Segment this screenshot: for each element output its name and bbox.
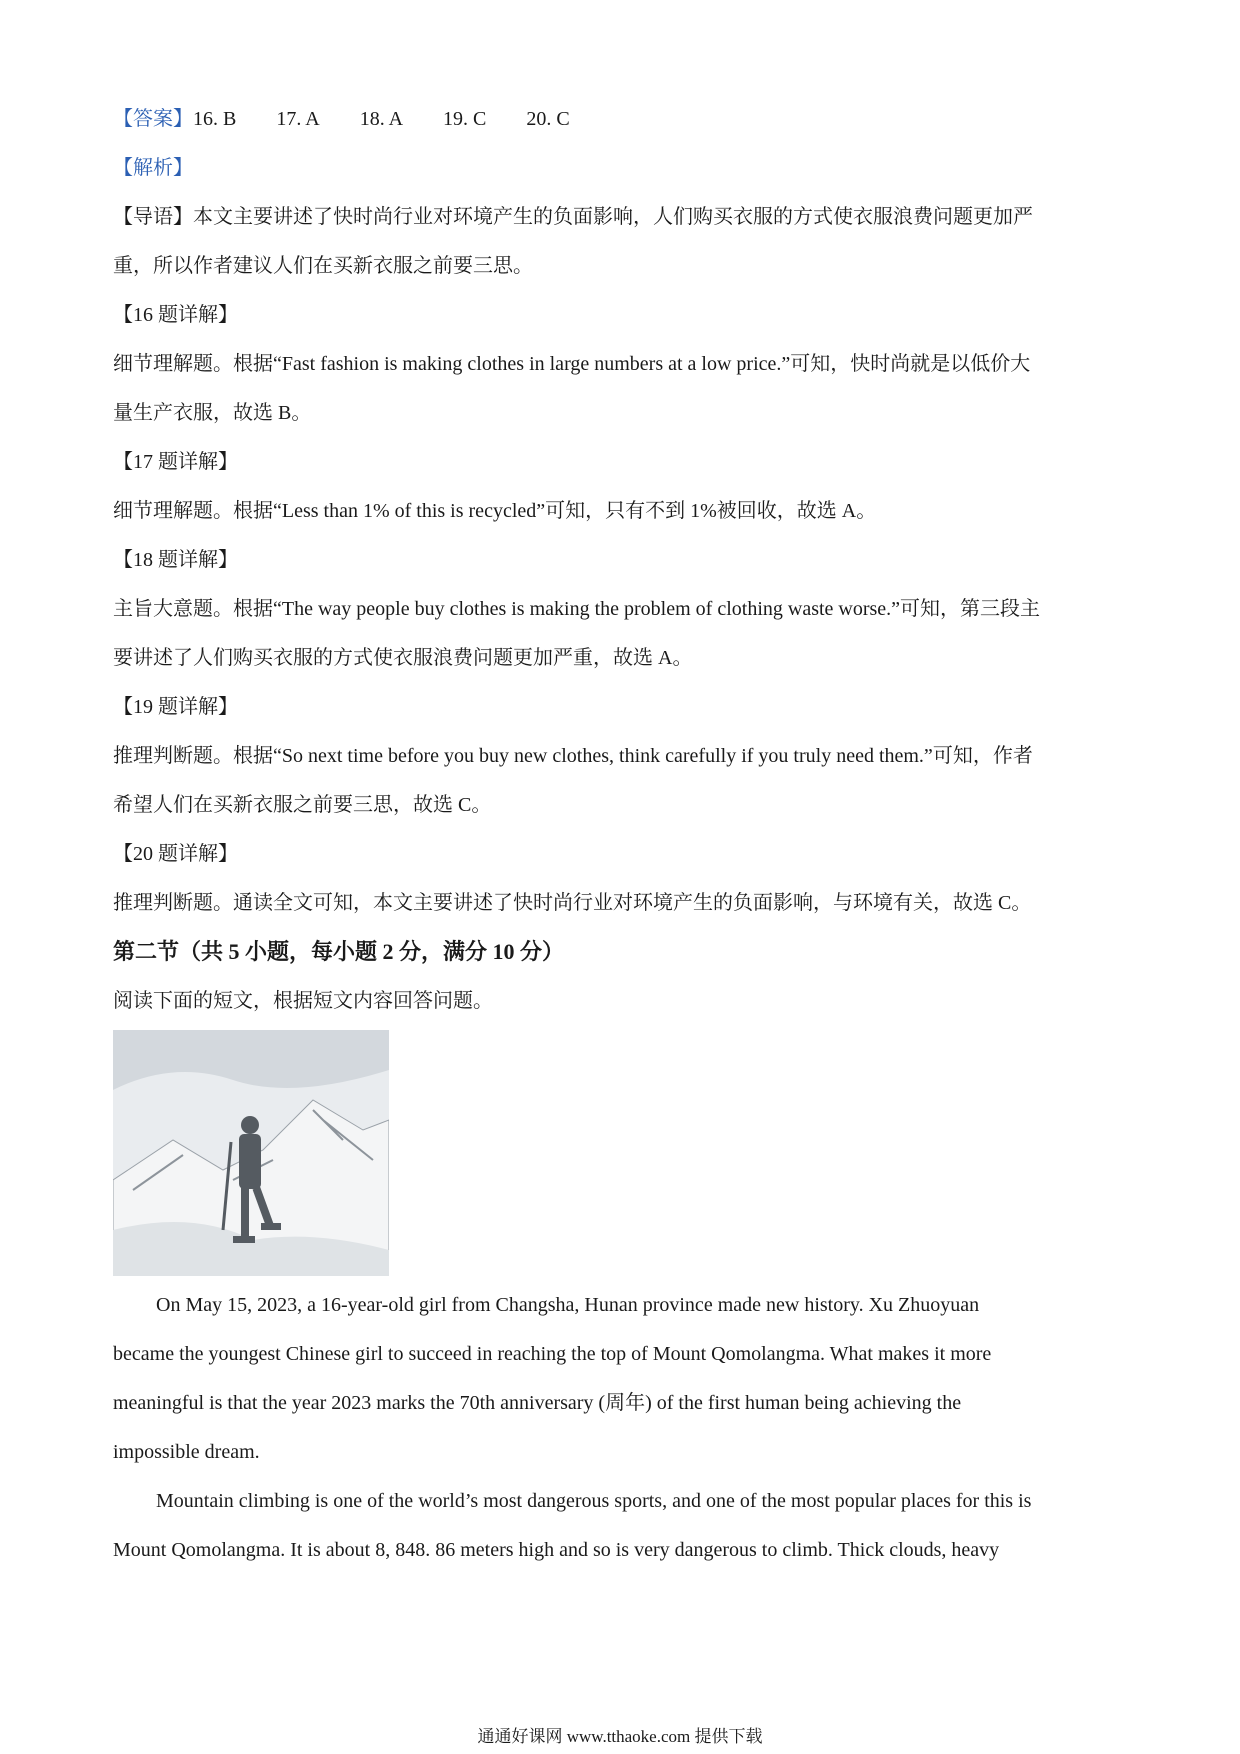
answer-line — [113, 104, 1133, 134]
answer-20: 20. C — [526, 108, 570, 130]
q19-title: 【19 题详解】 — [113, 696, 238, 718]
answer-18: 18. A — [359, 108, 404, 130]
answer-19: 19. C — [443, 108, 487, 130]
q16-line-2: 量生产衣服，故选 B。 — [113, 402, 312, 424]
q16-title: 【16 题详解】 — [113, 304, 238, 326]
mountain-climber-photo — [113, 1030, 389, 1276]
q16-line-1: 细节理解题。根据“Fast fashion is making clothes in large numbers at a low price.”可知，快时尚就是以低价大 — [113, 353, 1031, 375]
passage-p1-line-4: impossible dream. — [113, 1441, 260, 1463]
q19-line-1: 推理判断题。根据“So next time before you buy new clothes, think carefully if you truly need them.”可知，作者 — [113, 745, 1033, 767]
answer-17: 17. A — [276, 108, 320, 130]
answer-label: 【答案】 — [113, 108, 193, 130]
answer-16: 16. B — [193, 108, 237, 130]
passage-p2-line-1: Mountain climbing is one of the world’s most dangerous sports, and one of the most popular places for this is — [156, 1490, 1032, 1512]
q18-line-2: 要讲述了人们购买衣服的方式使衣服浪费问题更加严重，故选 A。 — [113, 647, 693, 669]
q20-title: 【20 题详解】 — [113, 843, 238, 865]
q18-line-1: 主旨大意题。根据“The way people buy clothes is making the problem of clothing waste worse.”可知，第三段主 — [113, 598, 1041, 620]
passage-p1-line-2: became the youngest Chinese girl to succeed in reaching the top of Mount Qomolangma. What makes it more — [113, 1343, 992, 1365]
q17-line-1: 细节理解题。根据“Less than 1% of this is recycled”可知，只有不到 1%被回收，故选 A。 — [113, 500, 877, 522]
q18-title: 【18 题详解】 — [113, 549, 238, 571]
analysis-label: 【解析】 — [113, 157, 193, 179]
intro-line-1: 【导语】本文主要讲述了快时尚行业对环境产生的负面影响，人们购买衣服的方式使衣服浪费问题更加严 — [113, 206, 1033, 228]
intro-line-2: 重，所以作者建议人们在买新衣服之前要三思。 — [113, 255, 533, 277]
section-heading: 第二节（共 5 小题，每小题 2 分，满分 10 分） — [113, 939, 565, 964]
passage-p2-line-2: Mount Qomolangma. It is about 8, 848. 86 meters high and so is very dangerous to climb. Thick clouds, heavy — [113, 1539, 1000, 1561]
section-instruction: 阅读下面的短文，根据短文内容回答问题。 — [113, 990, 493, 1012]
passage-p1-line-3: meaningful is that the year 2023 marks the 70th anniversary (周年) of the first human being achieving the — [113, 1392, 962, 1414]
passage-p1-line-1: On May 15, 2023, a 16-year-old girl from Changsha, Hunan province made new history. Xu Zhuoyuan — [156, 1294, 980, 1316]
page-footer: 通通好课网 www.tthaoke.com 提供下载 — [477, 1727, 763, 1746]
q20-line-1: 推理判断题。通读全文可知，本文主要讲述了快时尚行业对环境产生的负面影响，与环境有关，故选 C。 — [113, 892, 1032, 914]
q17-title: 【17 题详解】 — [113, 451, 238, 473]
q19-line-2: 希望人们在买新衣服之前要三思，故选 C。 — [113, 794, 492, 816]
